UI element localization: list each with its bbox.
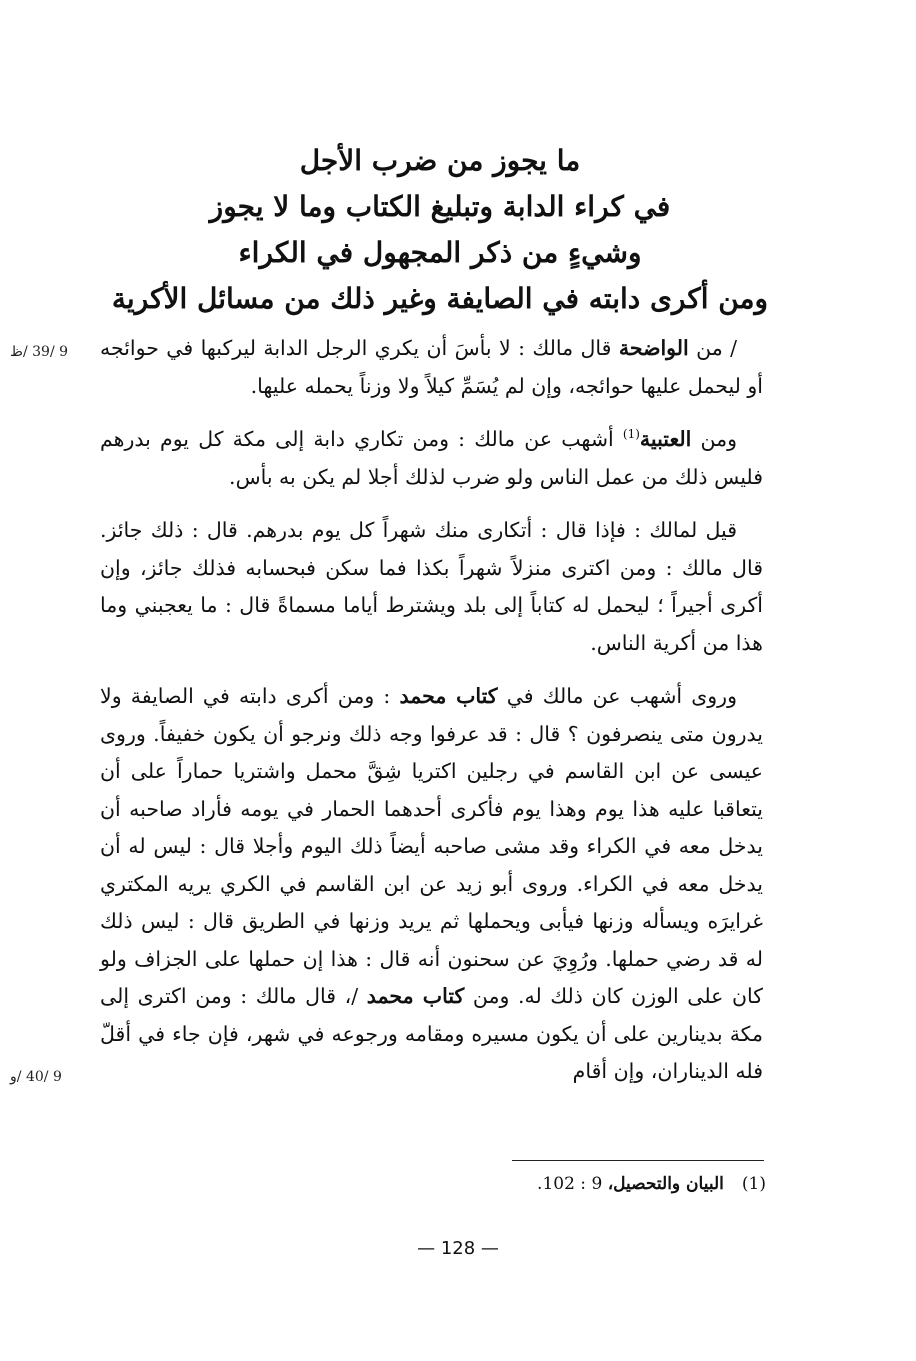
title-line-3: وشيءٍ من ذكر المجهول في الكراء — [238, 236, 642, 269]
body-text — [100, 330, 763, 1107]
footnote-number: (1) — [741, 1174, 766, 1194]
footnote-ref: 9 : 102. — [537, 1174, 608, 1194]
chapter-title — [110, 138, 770, 322]
page-number: — 128 — — [417, 1238, 499, 1259]
footnote-divider — [512, 1160, 764, 1161]
paragraph-2-lead: ومن — [691, 427, 737, 451]
paragraph-4 — [100, 678, 763, 1091]
title-line-4: ومن أكرى دابته في الصايفة وغير ذلك من مسائل الأكرية — [111, 282, 769, 315]
footnote-reference: (1) — [622, 427, 640, 442]
title-line-2: في كراء الدابة وتبليغ الكتاب وما لا يجوز — [209, 190, 671, 223]
source-name: الواضحة — [618, 336, 689, 360]
source-name: كتاب محمد — [399, 684, 498, 708]
footnote — [500, 1170, 766, 1198]
paragraph-1-text: قال مالك : لا بأسَ أن يكري الرجل الدابة ليركبها في حوائجه أو ليحمل عليها حوائجه، وإن لم يُسَمِّ كيلاً ولا وزناً يحمله عليها. — [100, 336, 763, 398]
source-name: العتبية — [639, 427, 692, 451]
paragraph-3-text: قيل لمالك : فإذا قال : أتكارى منك شهراً كل يوم بدرهم. قال : ذلك جائز. قال مالك : ومن اكترى منزلاً شهراً بكذا فما سكن فبحسابه فذلك جائز، وإن أكرى أجيراً ؛ ليحمل له كتاباً إلى بلد ويشترط أياما مسماةً قال : ما يعجبني وما هذا من أكرية الناس. — [100, 518, 763, 655]
paragraph-4-text-2: /، قال مالك : ومن اكترى إلى مكة بدينارين على أن يكون مسيره ومقامه ورجوعه في شهر، فإن جاء في أقلّ فله الديناران، وإن أقام — [100, 984, 763, 1083]
margin-folio-note-2: 9 /40 /و — [10, 1069, 62, 1085]
footnote-source: البيان والتحصيل، — [607, 1174, 724, 1194]
margin-folio-note-1: 9 /39 /ظ — [10, 344, 69, 360]
paragraph-1-lead: / من — [688, 336, 738, 360]
paragraph-2-text: أشهب عن مالك : ومن تكاري دابة إلى مكة كل يوم بدرهم فليس ذلك من عمل الناس ولو ضرب لذلك أجلا لم يكن به بأس. — [100, 427, 763, 489]
paragraph-2 — [100, 421, 763, 496]
paragraph-3 — [100, 512, 763, 662]
paragraph-4-lead: وروى أشهب عن مالك في — [497, 684, 737, 708]
paragraph-1 — [100, 330, 763, 405]
title-line-1: ما يجوز من ضرب الأجل — [299, 144, 581, 177]
source-name: كتاب محمد — [366, 984, 465, 1008]
paragraph-4-text-1: : ومن أكرى دابته في الصايفة ولا يدرون متى ينصرفون ؟ قال : قد عرفوا وجه ذلك ونرجو أن يكون خفيفاً. وروى عيسى عن ابن القاسم في رجلين اكتريا شِقَّ محمل واشتريا حماراً على أن يتعاقبا عليه هذا يوم وهذا يوم فأكرى أحدهما الحمار في يومه فأراد صاحبه أن يدخل معه في الكراء وقد مشى صاحبه أيضاً ذلك اليوم وأجلا قال : ليس له أن يدخل معه في الكراء. وروى أبو زيد عن ابن القاسم في الكري يريه المكتري غرايرَه ويسأله وزنها فيأبى ويحملها ثم يريد وزنها في الطريق قال : ليس ذلك له قد رضي حملها. ورُوِيَ عن سحنون أنه قال : هذا إن حملها على الجزاف ولو كان على الوزن كان ذلك له. ومن — [100, 684, 764, 1008]
